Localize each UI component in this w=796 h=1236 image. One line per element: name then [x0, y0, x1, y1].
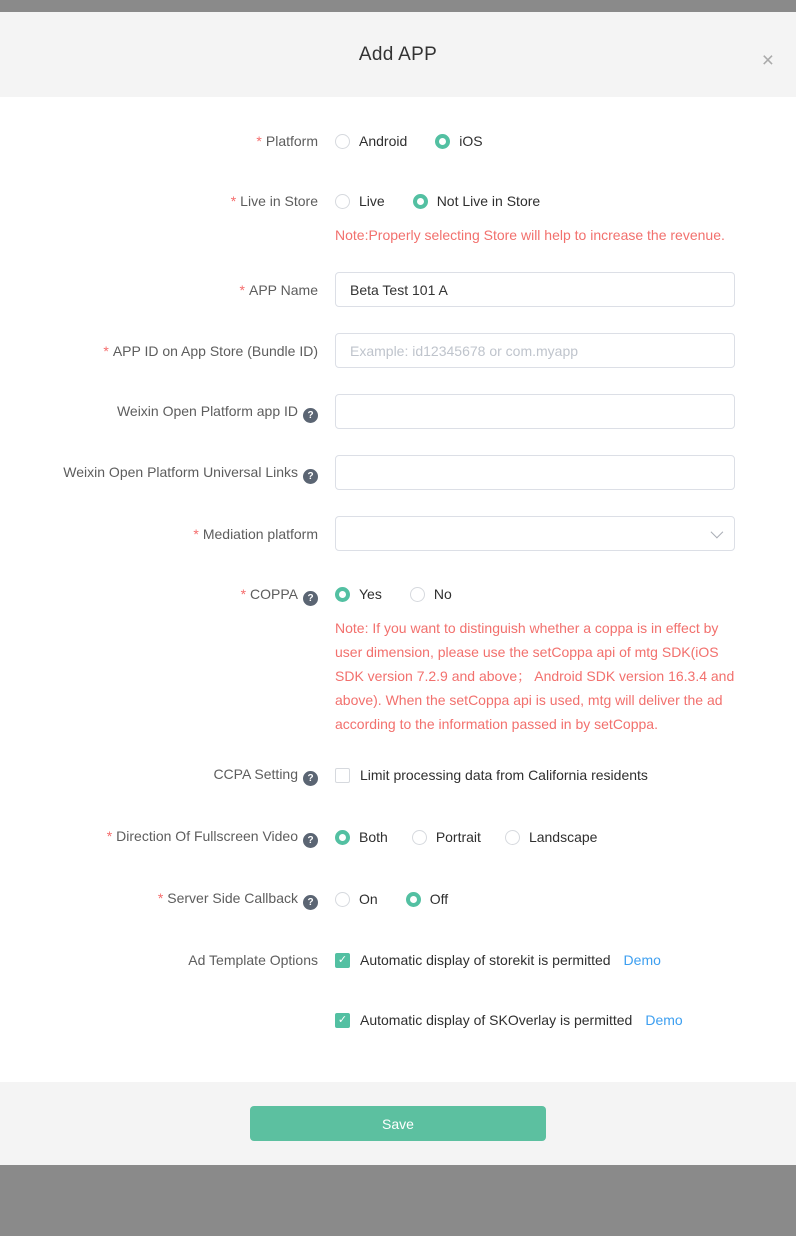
- help-icon[interactable]: ?: [303, 408, 318, 423]
- radio-on[interactable]: [335, 891, 378, 907]
- radio-dot-not-live[interactable]: [413, 194, 428, 209]
- radio-dot-android[interactable]: [335, 134, 350, 149]
- weixin-universal-links-input[interactable]: [335, 455, 735, 490]
- required-asterisk: *: [256, 133, 262, 149]
- ad-template-label: Ad Template Options: [188, 952, 318, 968]
- help-icon[interactable]: ?: [303, 833, 318, 848]
- radio-coppa-no-label: No: [433, 586, 452, 602]
- required-asterisk: *: [239, 281, 245, 298]
- weixin-app-id-row: [0, 394, 796, 429]
- ad-template-row-1: [0, 950, 796, 970]
- page-background-bottom: [0, 1165, 796, 1193]
- radio-both[interactable]: [335, 829, 388, 845]
- save-button[interactable]: Save: [250, 1106, 546, 1141]
- server-callback-radio-group: [335, 889, 735, 909]
- radio-dot-ios[interactable]: [435, 134, 450, 149]
- radio-dot-live[interactable]: [335, 194, 350, 209]
- skoverlay-checkbox-line: [335, 1010, 735, 1030]
- required-asterisk: *: [230, 193, 237, 209]
- storekit-checkbox-label: Automatic display of storekit is permitted: [360, 952, 611, 968]
- page-background-top: [0, 0, 796, 12]
- radio-both-label: Both: [359, 829, 388, 845]
- skoverlay-checkbox[interactable]: [335, 1013, 350, 1028]
- add-app-modal: [0, 12, 796, 1165]
- help-icon[interactable]: ?: [303, 591, 318, 606]
- live-in-store-radio-group: [335, 191, 735, 211]
- required-asterisk: *: [157, 890, 164, 906]
- live-in-store-label: * Live in Store: [230, 193, 318, 209]
- coppa-row: [0, 584, 796, 736]
- radio-ios[interactable]: [435, 133, 482, 149]
- live-in-store-row: [0, 191, 796, 247]
- required-asterisk: *: [106, 828, 113, 844]
- coppa-radio-group: [335, 584, 735, 604]
- weixin-universal-links-row: [0, 455, 796, 490]
- radio-dot-coppa-yes[interactable]: [335, 587, 350, 602]
- radio-off-label: Off: [429, 891, 449, 907]
- required-asterisk: *: [103, 342, 109, 359]
- coppa-label: * COPPA ?: [0, 584, 318, 606]
- radio-dot-both[interactable]: [335, 830, 350, 845]
- close-icon[interactable]: ×: [761, 49, 774, 72]
- ccpa-checkbox-line: [335, 765, 735, 785]
- platform-radio-group: [335, 131, 735, 151]
- direction-radio-group: [335, 827, 735, 847]
- radio-ios-label: iOS: [459, 133, 483, 149]
- skoverlay-demo-link[interactable]: Demo: [645, 1012, 683, 1028]
- radio-landscape[interactable]: [505, 829, 598, 845]
- radio-portrait-label: Portrait: [435, 829, 481, 845]
- radio-coppa-yes[interactable]: [335, 586, 382, 602]
- chevron-down-icon: [711, 526, 724, 539]
- mediation-platform-row: [0, 516, 796, 551]
- radio-live-label: Live: [359, 193, 385, 209]
- radio-off[interactable]: [406, 891, 448, 907]
- modal-header: [0, 12, 796, 97]
- radio-coppa-no[interactable]: [410, 586, 452, 602]
- add-app-form: [0, 97, 796, 1082]
- radio-dot-portrait[interactable]: [412, 830, 427, 845]
- radio-android-label: Android: [359, 133, 408, 149]
- weixin-universal-links-label: Weixin Open Platform Universal Links ?: [0, 462, 318, 484]
- radio-landscape-label: Landscape: [528, 829, 598, 845]
- radio-coppa-yes-label: Yes: [359, 586, 382, 602]
- platform-row: [0, 131, 796, 151]
- radio-dot-on[interactable]: [335, 892, 350, 907]
- ccpa-checkbox-label: Limit processing data from California residents: [360, 767, 648, 783]
- ccpa-row: [0, 764, 796, 786]
- app-id-row: [0, 333, 796, 368]
- radio-not-live-label: Not Live in Store: [436, 193, 541, 209]
- direction-label: * Direction Of Fullscreen Video ?: [0, 826, 318, 848]
- direction-row: [0, 826, 796, 848]
- storekit-checkbox-line: [335, 950, 735, 970]
- skoverlay-checkbox-label: Automatic display of SKOverlay is permitted: [360, 1012, 633, 1028]
- radio-not-live[interactable]: [413, 193, 541, 209]
- radio-dot-coppa-no[interactable]: [410, 587, 425, 602]
- live-in-store-note: Note:Properly selecting Store will help to increase the revenue.: [335, 227, 725, 243]
- app-name-input[interactable]: [335, 272, 735, 307]
- ccpa-label: CCPA Setting ?: [0, 764, 318, 786]
- required-asterisk: *: [193, 525, 199, 542]
- modal-title: Add APP: [358, 43, 438, 65]
- radio-dot-off[interactable]: [406, 892, 421, 907]
- mediation-platform-label: * Mediation platform: [193, 525, 318, 542]
- help-icon[interactable]: ?: [303, 469, 318, 484]
- ccpa-checkbox[interactable]: [335, 768, 350, 783]
- coppa-note: Note: If you want to distinguish whether a coppa is in effect by user dimension, please use the setCoppa api of mtg SDK(iOS SDK version 7.2.9 and above； Android SDK version 16.3.4 and above). When the setCoppa api is used, mtg will deliver the ad according to the information passed in by setCoppa.: [335, 620, 735, 732]
- server-callback-label: * Server Side Callback ?: [0, 888, 318, 910]
- modal-footer: [0, 1082, 796, 1165]
- help-icon[interactable]: ?: [303, 771, 318, 786]
- platform-label: * Platform: [256, 133, 318, 149]
- help-icon[interactable]: ?: [303, 895, 318, 910]
- required-asterisk: *: [240, 586, 247, 602]
- radio-on-label: On: [359, 891, 378, 907]
- weixin-app-id-label: Weixin Open Platform app ID ?: [0, 401, 318, 423]
- app-name-label: * APP Name: [239, 281, 318, 298]
- server-callback-row: [0, 888, 796, 910]
- radio-android[interactable]: [335, 133, 407, 149]
- radio-dot-landscape[interactable]: [505, 830, 520, 845]
- app-name-row: [0, 272, 796, 307]
- app-id-label: * APP ID on App Store (Bundle ID): [103, 342, 318, 359]
- ad-template-row-2: [0, 1010, 796, 1030]
- weixin-app-id-input[interactable]: [335, 394, 735, 429]
- app-id-input[interactable]: [335, 333, 735, 368]
- radio-live[interactable]: [335, 193, 385, 209]
- radio-portrait[interactable]: [412, 829, 481, 845]
- storekit-checkbox[interactable]: [335, 953, 350, 968]
- mediation-platform-select[interactable]: [335, 516, 735, 551]
- storekit-demo-link[interactable]: Demo: [623, 952, 661, 968]
